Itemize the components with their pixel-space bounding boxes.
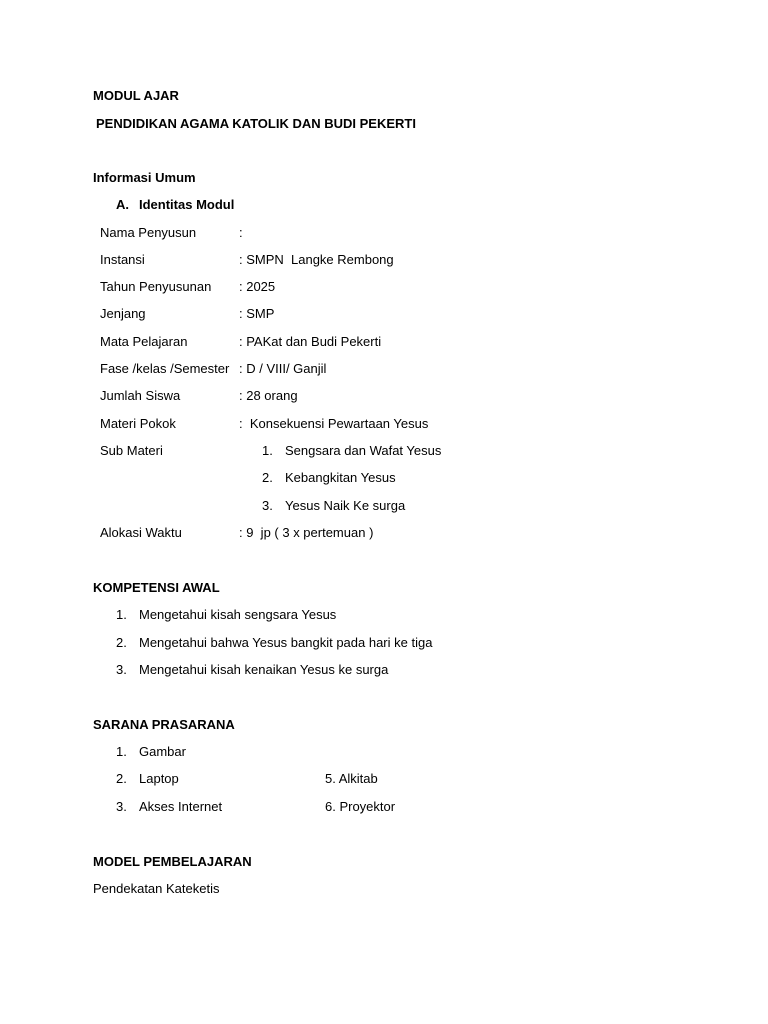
row-label: Fase /kelas /Semester — [100, 361, 230, 376]
sub-materi-number: 2. — [262, 470, 273, 485]
row-label: Mata Pelajaran — [100, 334, 188, 349]
list-item: 5. Alkitab — [325, 771, 378, 786]
row-value: : 9 jp ( 3 x pertemuan ) — [239, 525, 374, 540]
identity-marker: A. — [116, 197, 129, 212]
list-number: 1. — [116, 607, 127, 622]
sub-materi-item: Kebangkitan Yesus — [285, 470, 396, 485]
sub-materi-item: Sengsara dan Wafat Yesus — [285, 443, 442, 458]
doc-subtitle: PENDIDIKAN AGAMA KATOLIK DAN BUDI PEKERTI — [96, 116, 416, 131]
info-heading: Informasi Umum — [93, 170, 196, 185]
doc-title: MODUL AJAR — [93, 88, 179, 103]
row-value: : — [239, 225, 243, 240]
kompetensi-heading: KOMPETENSI AWAL — [93, 580, 220, 595]
list-item: Akses Internet — [139, 799, 223, 814]
list-item: Mengetahui kisah sengsara Yesus — [139, 607, 337, 622]
row-label: Instansi — [100, 252, 145, 267]
list-number: 2. — [116, 635, 127, 650]
sub-materi-number: 1. — [262, 443, 273, 458]
sub-materi-item: Yesus Naik Ke surga — [285, 498, 406, 513]
list-number: 1. — [116, 744, 127, 759]
list-number: 3. — [116, 799, 127, 814]
row-value: : D / VIII/ Ganjil — [239, 361, 327, 376]
model-heading: MODEL PEMBELAJARAN — [93, 854, 252, 869]
row-value: : 28 orang — [239, 388, 298, 403]
row-label: Jenjang — [100, 306, 146, 321]
identity-heading: Identitas Modul — [139, 197, 235, 212]
list-number: 3. — [116, 662, 127, 677]
list-item: Mengetahui bahwa Yesus bangkit pada hari ke tiga — [139, 635, 433, 650]
list-item: Laptop — [139, 771, 179, 786]
sub-materi-number: 3. — [262, 498, 273, 513]
row-value: : SMP — [239, 306, 275, 321]
row-value: : SMPN Langke Rembong — [239, 252, 394, 267]
list-item: Gambar — [139, 744, 186, 759]
row-label: Nama Penyusun — [100, 225, 197, 240]
row-value: : Konsekuensi Pewartaan Yesus — [239, 416, 429, 431]
list-item: 6. Proyektor — [325, 799, 396, 814]
model-text: Pendekatan Kateketis — [93, 881, 220, 896]
row-label: Tahun Penyusunan — [100, 279, 212, 294]
row-label: Materi Pokok — [100, 416, 176, 431]
row-value: : 2025 — [239, 279, 276, 294]
list-number: 2. — [116, 771, 127, 786]
row-label: Jumlah Siswa — [100, 388, 181, 403]
list-item: Mengetahui kisah kenaikan Yesus ke surga — [139, 662, 389, 677]
row-value: : PAKat dan Budi Pekerti — [239, 334, 382, 349]
row-label: Sub Materi — [100, 443, 163, 458]
sarana-heading: SARANA PRASARANA — [93, 717, 235, 732]
row-label: Alokasi Waktu — [100, 525, 182, 540]
